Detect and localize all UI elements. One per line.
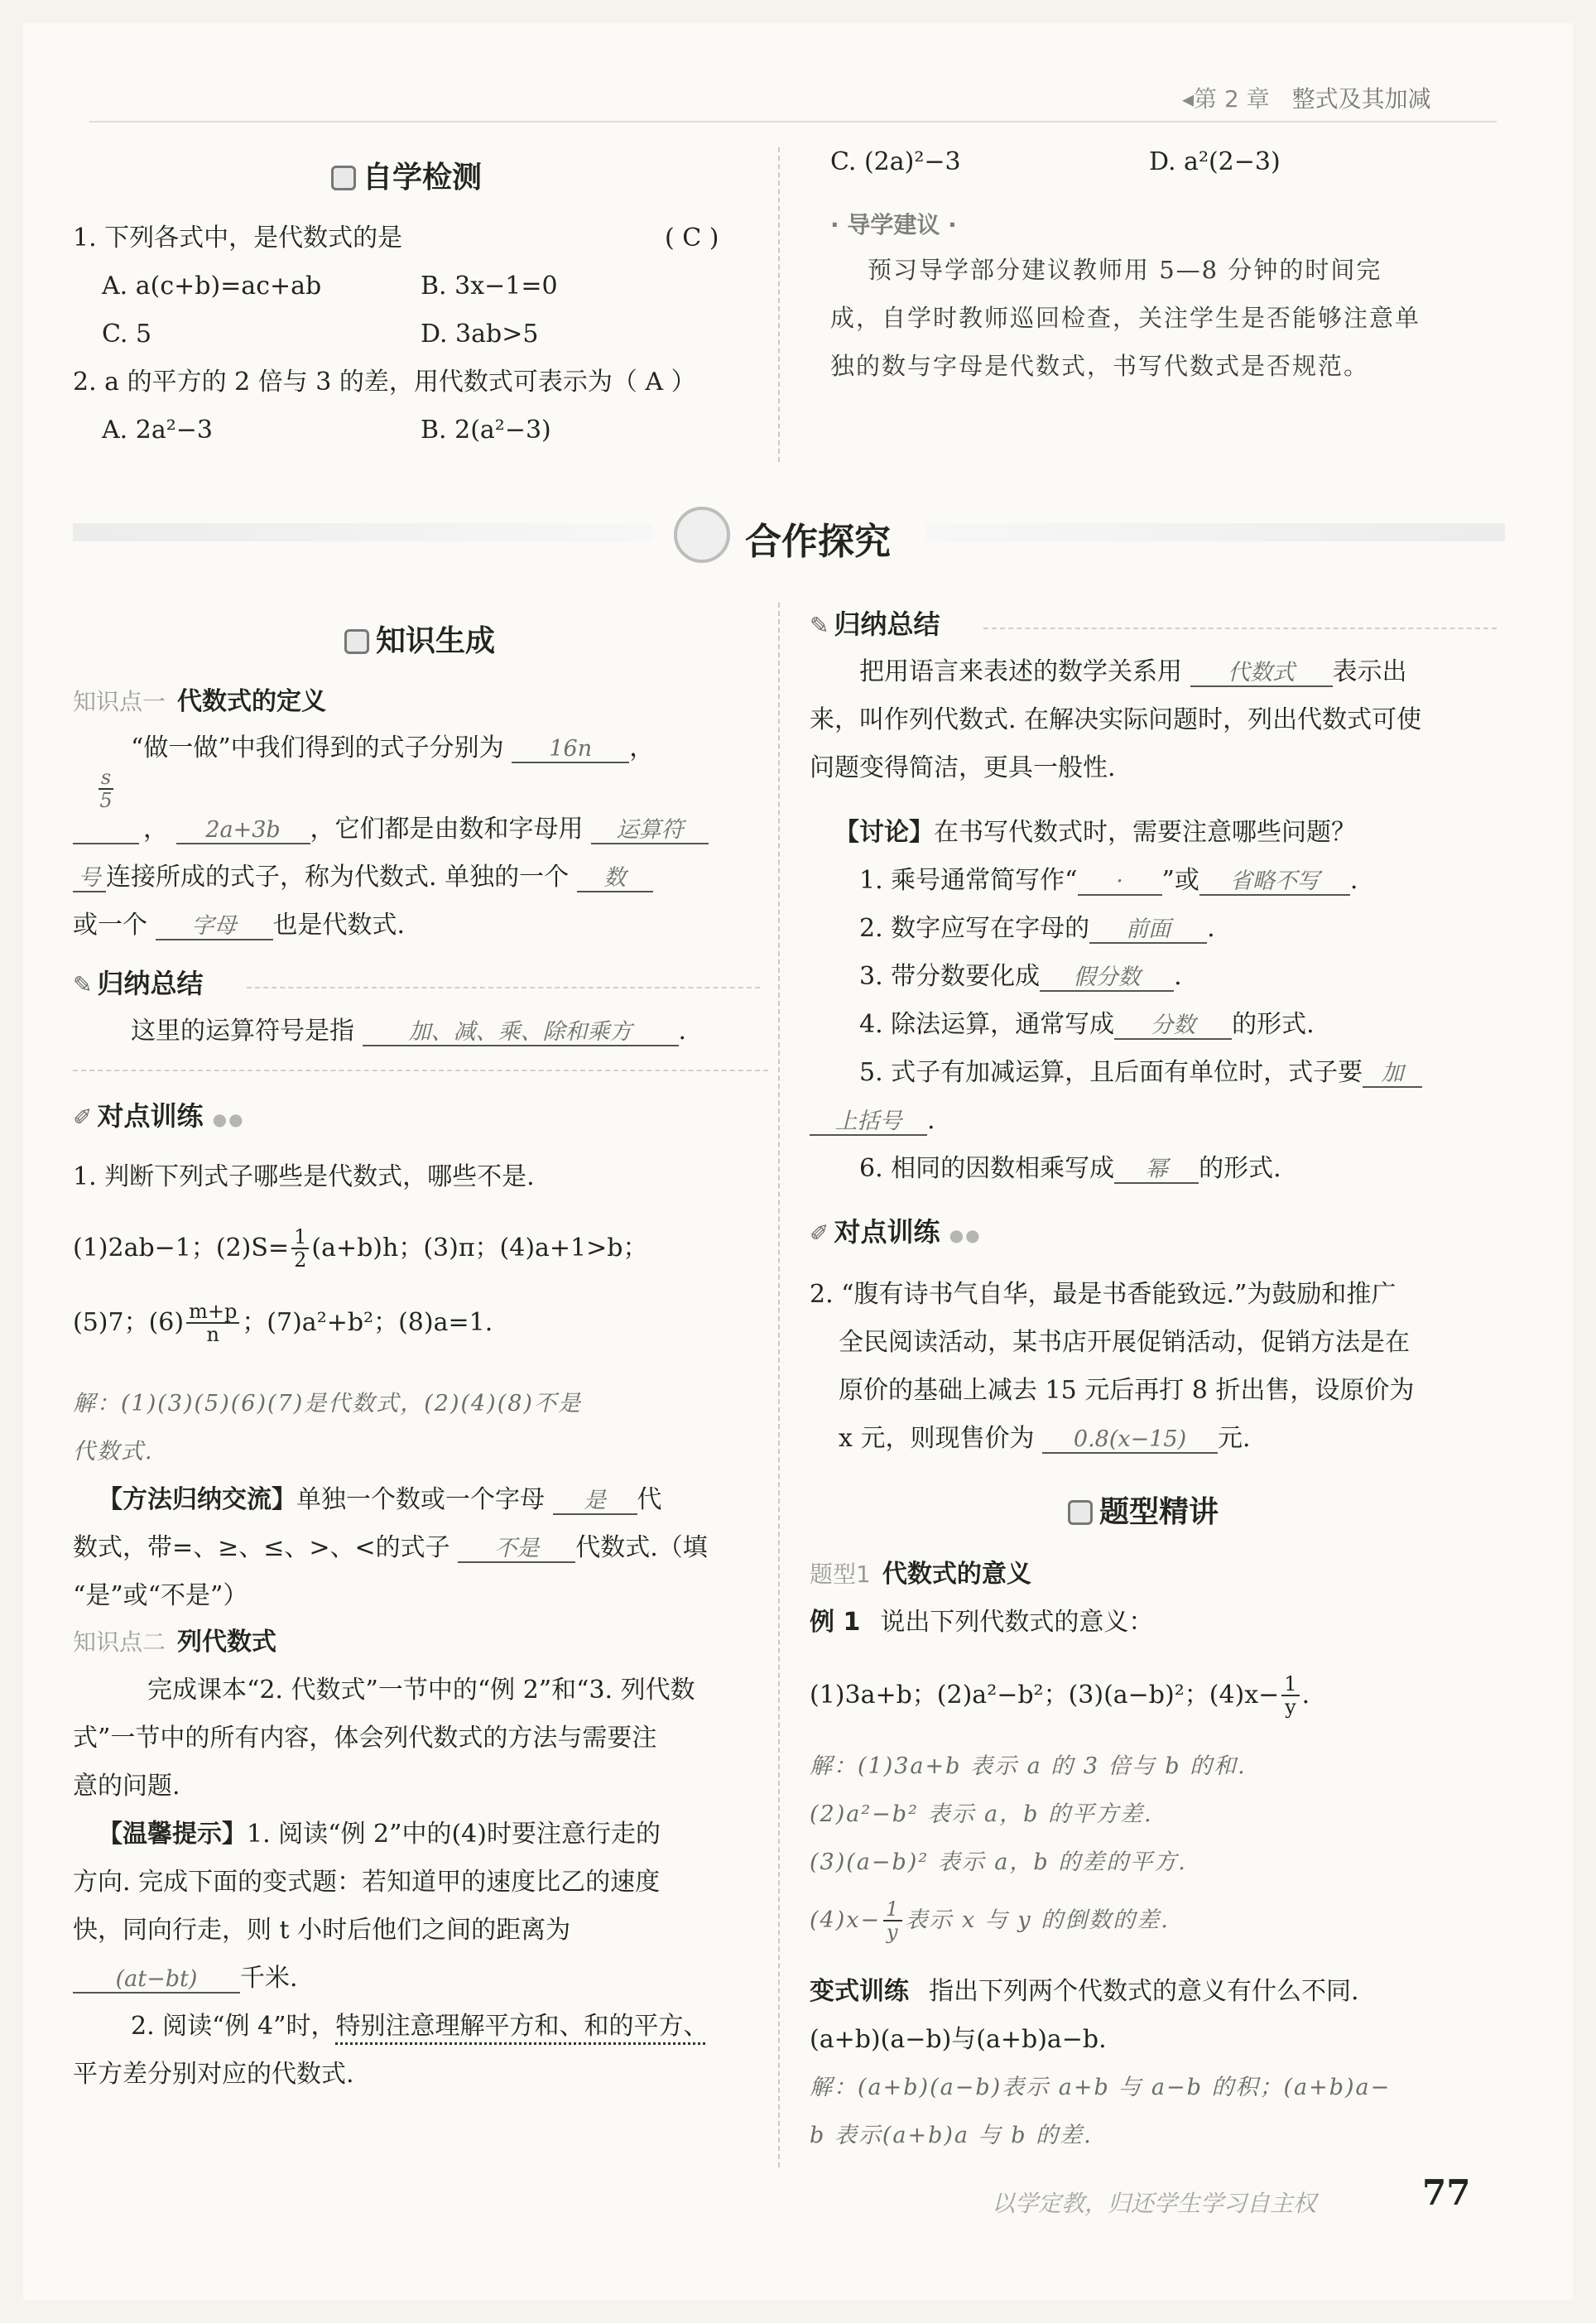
q2-option-b: B. 2(a²−3) <box>421 416 551 445</box>
right-summary-line2: 来，叫作列代数式. 在解决实际问题时，列出代数式可使 <box>810 705 1422 734</box>
guide-title: · 导学建议 · <box>830 211 957 238</box>
example1-heading: 例 1 说出下列代数式的意义： <box>810 1608 1154 1637</box>
drill-q1-solution-2: 代数式. <box>73 1439 154 1464</box>
left-summary-text: 这里的运算符号是指 加、减、乘、除和乘方 . <box>131 1017 687 1046</box>
tip2-line1: 2. 阅读“例 4”时，特别注意理解平方和、和的平方、 <box>131 2012 709 2041</box>
kp2-text-2: 式”一节中的所有内容，体会列代数式的方法与需要注 <box>73 1724 657 1753</box>
kp2-heading <box>73 1626 276 1659</box>
variant-solution-2: b 表示(a+b)a 与 b 的差. <box>810 2123 1093 2148</box>
fill-letter: 字母 <box>156 914 273 940</box>
chapter-header <box>1182 81 1431 114</box>
q2-option-c: C. (2a)²−3 <box>830 147 961 176</box>
tip-line1: 【温馨提示】1. 阅读“例 2”中的(4)时要注意行走的 <box>98 1820 661 1849</box>
column-divider-main <box>778 603 780 2167</box>
discuss-item-5b: 上括号 . <box>810 1104 935 1137</box>
tip-line3: 快，同向行走，则 t 小时后他们之间的距离为 <box>73 1916 571 1945</box>
example1-solution-3: (3)(a−b)² 表示 a，b 的差的平方. <box>810 1849 1187 1875</box>
kp1-label: 知识点一 <box>73 688 166 715</box>
drill-q1-items-a: (1)2ab−1；(2)S= $\frac{1}{2}$ (a+b)h；(3)π；(4)a+1>b； <box>73 1225 648 1272</box>
method-line1: 【方法归纳交流】单独一个数或一个字母 是 代 <box>98 1485 662 1514</box>
tip-line2: 方向. 完成下面的变式题：若知道甲的速度比乙的速度 <box>73 1868 661 1897</box>
summary-dash <box>247 987 760 988</box>
q2-option-d: D. a²(2−3) <box>1149 147 1281 176</box>
discuss-item-3: 3. 带分数要化成 假分数 . <box>859 962 1182 991</box>
variant-heading: 变式训练 指出下列两个代数式的意义有什么不同. <box>810 1977 1359 2006</box>
drill-q2-line4: x 元，则现售价为 0.8(x−15) 元. <box>839 1424 1251 1453</box>
right-summary-line1: 把用语言来表述的数学关系用 代数式 表示出 <box>859 657 1407 686</box>
guide-line-1: 预习导学部分建议教师用 5—8 分钟的时间完 <box>868 256 1382 284</box>
right-summary-line3: 问题变得简洁，更具一般性. <box>810 753 1116 782</box>
banner-stripe-right <box>925 523 1505 541</box>
banner-title: 合作探究 <box>745 521 891 563</box>
discuss-item-1: 1. 乘号通常简写作“ · ”或 省略不写 . <box>859 866 1358 895</box>
discuss-item-4: 4. 除法运算，通常写成 分数 的形式. <box>859 1010 1315 1039</box>
kp1-heading <box>73 685 326 719</box>
variant-expression: (a+b)(a−b)与(a+b)a−b. <box>810 2025 1107 2054</box>
kp2-text-1: 完成课本“2. 代数式”一节中的“例 2”和“3. 列代数 <box>147 1676 695 1705</box>
right-summary-dash <box>983 628 1497 629</box>
column-divider-top <box>778 147 780 462</box>
book-icon <box>1068 1500 1093 1525</box>
drill-q2-line3: 原价的基础上减去 15 元后再打 8 折出售，设原价为 <box>839 1376 1415 1405</box>
right-summary-title: ✎ 归纳总结 <box>810 608 940 642</box>
example1-solution-4: (4)x− $\frac{1}{y}$ 表示 x 与 y 的倒数的差. <box>810 1897 1170 1944</box>
left-summary-title: ✎ 归纳总结 <box>73 967 203 1002</box>
q1-option-a: A. a(c+b)=ac+ab <box>102 272 322 301</box>
header-rule <box>89 121 1497 123</box>
drill-q1: 1. 判断下列式子哪些是代数式，哪些不是. <box>73 1162 535 1191</box>
example1-solution-1: 解：(1)3a+b 表示 a 的 3 倍与 b 的和. <box>810 1753 1247 1779</box>
type1-heading <box>810 1558 1031 1591</box>
kp2-name: 列代数式 <box>177 1628 277 1657</box>
fill-is: 是 <box>553 1489 637 1515</box>
types-title: 题型精讲 <box>1068 1489 1219 1531</box>
pencil-icon: ✎ <box>810 612 829 639</box>
fill-operator-a: 运算符 <box>591 818 709 844</box>
guide-line-3: 独的数与字母是代数式，书写代数式是否规范。 <box>830 352 1370 380</box>
example1-items: (1)3a+b；(2)a²−b²；(3)(a−b)²；(4)x− $\frac{1}{y}$ . <box>810 1672 1310 1719</box>
drill-q1-solution-1: 解：(1)(3)(5)(6)(7)是代数式，(2)(4)(8)不是 <box>73 1391 582 1416</box>
knowledge-title: 知识生成 <box>344 618 495 660</box>
self-check-title: 自学检测 <box>331 154 482 196</box>
fill-price: 0.8(x−15) <box>1042 1427 1218 1454</box>
banner-stripe-left <box>73 523 652 541</box>
kp1-para-line4: 或一个 字母 也是代数式. <box>73 911 406 940</box>
fill-number: 数 <box>577 866 653 892</box>
fill-operator-b: 号 <box>73 866 106 892</box>
kp1-para-line3: 号 连接所成的式子，称为代数式. 单独的一个 数 <box>73 861 653 894</box>
kp2-text-3: 意的问题. <box>73 1772 180 1801</box>
method-line3: “是”或“不是”） <box>73 1581 248 1610</box>
summary-box-bottom <box>73 1070 768 1071</box>
discuss-item-2: 2. 数字应写在字母的 前面 . <box>859 914 1215 943</box>
type1-label: 题型1 <box>810 1561 871 1588</box>
book-icon <box>344 629 369 654</box>
footer-slogan: 以学定教，归还学生学习自主权 <box>992 2190 1317 2217</box>
fill-s-num: s <box>99 767 113 790</box>
fill-algebraic-expression: 代数式 <box>1190 661 1333 687</box>
fill-16n: 16n <box>512 737 629 763</box>
kp1-name: 代数式的定义 <box>177 687 327 716</box>
discuss-item-6: 6. 相同的因数相乘写成 幂 的形式. <box>859 1154 1281 1183</box>
q1-option-d: D. 3ab>5 <box>421 320 539 349</box>
kp2-label: 知识点二 <box>73 1628 166 1656</box>
example1-solution-2: (2)a²−b² 表示 a，b 的平方差. <box>810 1801 1153 1827</box>
q1-answer: ( C ) <box>665 224 719 252</box>
q1-option-b: B. 3x−1=0 <box>421 272 558 301</box>
fill-underline-s5 <box>73 843 139 844</box>
tip-line4: (at−bt) 千米. <box>73 1962 298 1995</box>
kp1-para-line1: “做一做”中我们得到的式子分别为 16n ， <box>131 733 655 762</box>
chapter-number: ◂第 2 章 <box>1182 85 1270 113</box>
right-drill-title: ✐ 对点训练 ●● <box>810 1215 982 1252</box>
guide-line-2: 成，自学时教师巡回检查，关注学生是否能够注意单 <box>830 304 1421 332</box>
method-line2: 数式，带=、≥、≤、>、<的式子 不是 代数式.（填 <box>73 1533 708 1562</box>
magnifier-icon <box>674 507 730 563</box>
drill-q2-line1: 2. “腹有诗书气自华，最是书香能致远.”为鼓励和推广 <box>810 1280 1396 1309</box>
fill-2a3b: 2a+3b <box>176 818 310 844</box>
drill-icon: ✐ <box>73 1104 93 1131</box>
fill-s-den: 5 <box>99 789 113 812</box>
q1-option-c: C. 5 <box>102 320 152 349</box>
tip2-line2: 平方差分别对应的代数式. <box>73 2060 354 2089</box>
pencil-icon: ✎ <box>73 971 93 998</box>
page-number: 77 <box>1422 2172 1471 2213</box>
q1-stem: 1. 下列各式中，是代数式的是 <box>73 224 403 252</box>
drill-icon: ✐ <box>810 1219 829 1247</box>
drill-q1-items-b: (5)7；(6) $\frac{m+p}{n}$ ；(7)a²+b²；(8)a=1. <box>73 1300 493 1346</box>
discuss-heading: 【讨论】在书写代数式时，需要注意哪些问题？ <box>834 818 1356 847</box>
discuss-item-5: 5. 式子有加减运算，且后面有单位时，式子要 加 <box>859 1056 1422 1089</box>
fill-is-not: 不是 <box>458 1537 575 1563</box>
drill-q2-line2: 全民阅读活动，某书店开展促销活动，促销方法是在 <box>839 1328 1410 1357</box>
fill-s-over-5 <box>81 767 131 811</box>
workbook-page <box>23 23 1573 2300</box>
variant-solution-1: 解：(a+b)(a−b)表示 a+b 与 a−b 的积；(a+b)a− <box>810 2075 1392 2100</box>
fill-operations: 加、减、乘、除和乘方 <box>363 1020 679 1046</box>
left-drill-title: ✐ 对点训练 ●● <box>73 1099 245 1136</box>
book-icon <box>331 166 356 190</box>
q2-option-a: A. 2a²−3 <box>102 416 213 445</box>
type1-name: 代数式的意义 <box>882 1560 1031 1589</box>
chapter-title: 整式及其加减 <box>1291 85 1431 113</box>
fill-distance: (at−bt) <box>73 1967 240 1994</box>
q2-stem: 2. a 的平方的 2 倍与 3 的差，用代数式可表示为（ A ） <box>73 368 696 397</box>
kp1-para-line2: ， 2a+3b ，它们都是由数和字母用 运算符 <box>143 813 709 846</box>
